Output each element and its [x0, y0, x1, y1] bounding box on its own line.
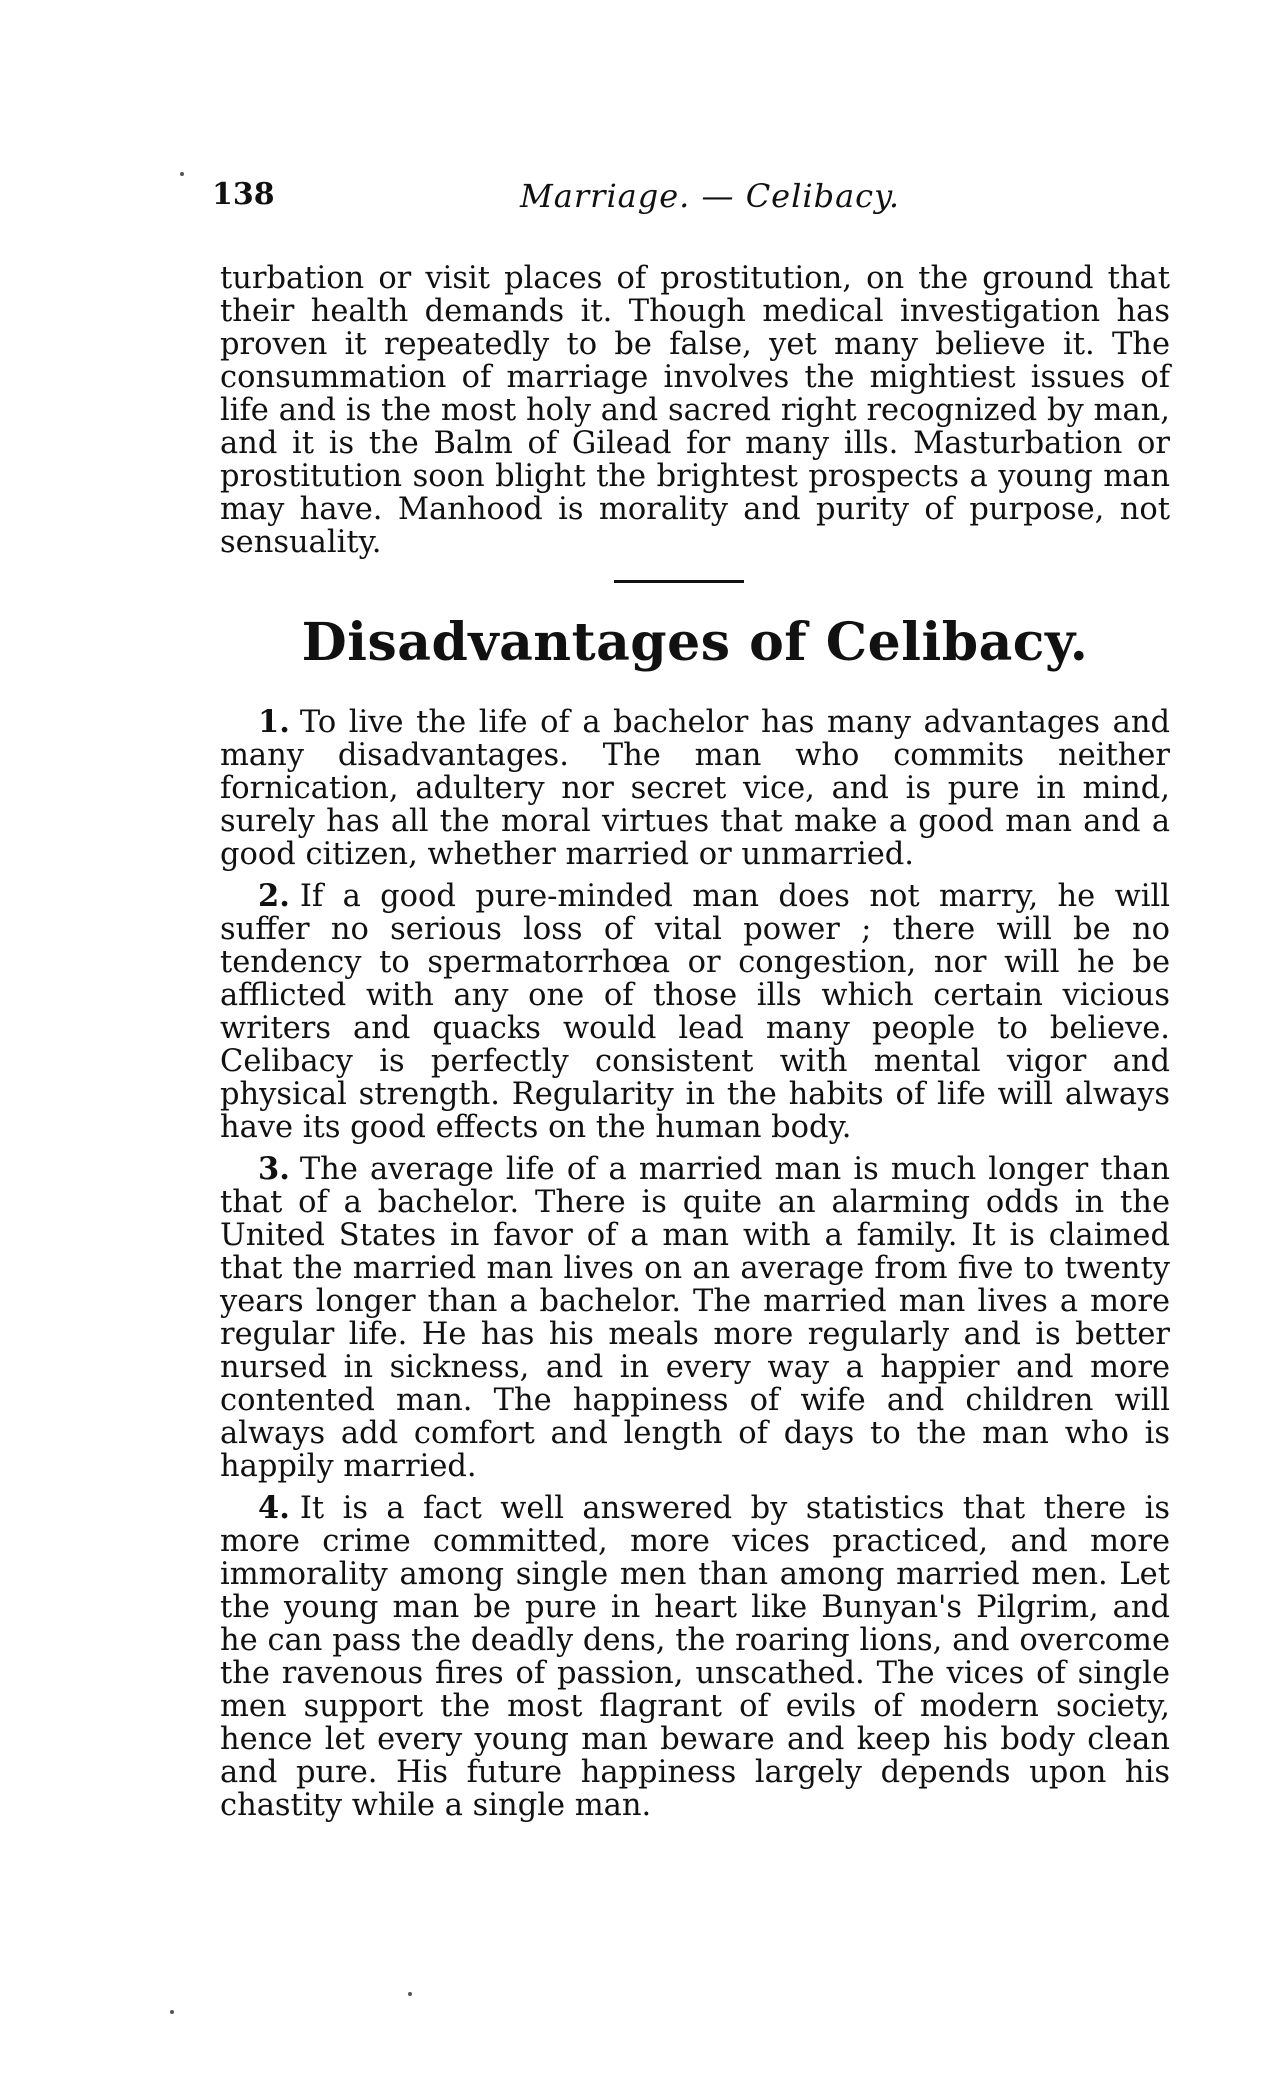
section-divider-rule: [614, 580, 744, 583]
numbered-paragraph-list: [220, 706, 1170, 1831]
continuation-paragraph: turbation or visit places of prostitution, on the ground that their health demands it. Though medical investigation has proven it repeatedly to be false, yet many believe it. The consummation of marriage involves the mightiest issues of life and is the most holy and sacred right recognized by man, and it is the Balm of Gilead for many ills. Masturbation or prostitution soon blight the brightest prospects a young man may have. Manhood is morality and purity of purpose, not sensuality.: [220, 261, 1170, 560]
paragraph-text: It is a fact well answered by statistics that there is more crime committed, more vices practiced, and more immorality among single men than among married men. Let the young man be pure in heart like Bunyan's Pilgrim, and he can pass the deadly dens, the roaring lions, and overcome the ravenous fires of passion, unscathed. The vices of single men support the most flagrant of evils of modern society, hence let every young man beware and keep his body clean and pure. His future happiness largely depends upon his chastity while a single man.: [220, 1491, 1170, 1823]
page-number: 138: [212, 177, 275, 212]
scan-speck: [170, 2010, 174, 2014]
paragraph-number: 1.: [258, 704, 290, 740]
scan-speck: [180, 172, 184, 176]
paragraph-text: To live the life of a bachelor has many advantages and many disadvantages. The man who commits neither fornication, adultery nor secret vice, and is pure in mind, surely has all the moral virtues that make a good man and a good citizen, whether married or unmarried.: [220, 705, 1170, 872]
section-heading: Disadvantages of Celibacy.: [301, 612, 1089, 673]
numbered-paragraph: [220, 1153, 1170, 1483]
paragraph-number: 4.: [258, 1490, 290, 1526]
running-head: Marriage. — Celibacy.: [520, 177, 901, 215]
paragraph-number: 2.: [258, 878, 290, 914]
numbered-paragraph: [220, 706, 1170, 871]
paragraph-text: The average life of a married man is much longer than that of a bachelor. There is quite an alarming odds in the United States in favor of a man with a family. It is claimed that the married man lives on an average from five to twenty years longer than a bachelor. The married man lives a more regular life. He has his meals more regularly and is better nursed in sickness, and in every way a happier and more contented man. The happiness of wife and children will always add comfort and length of days to the man who is happily married.: [220, 1152, 1170, 1484]
paragraph-text: If a good pure-minded man does not marry, he will suffer no serious loss of vital power ; there will be no tendency to spermatorrhœa or congestion, nor will he be afflicted with any one of those ills which certain vicious writers and quacks would lead many people to believe. Celibacy is perfectly consistent with mental vigor and physical strength. Regularity in the habits of life will always have its good effects on the human body.: [220, 879, 1170, 1145]
scan-speck: [408, 1992, 412, 1996]
numbered-paragraph: [220, 1492, 1170, 1822]
numbered-paragraph: [220, 880, 1170, 1144]
paragraph-number: 3.: [258, 1151, 290, 1187]
